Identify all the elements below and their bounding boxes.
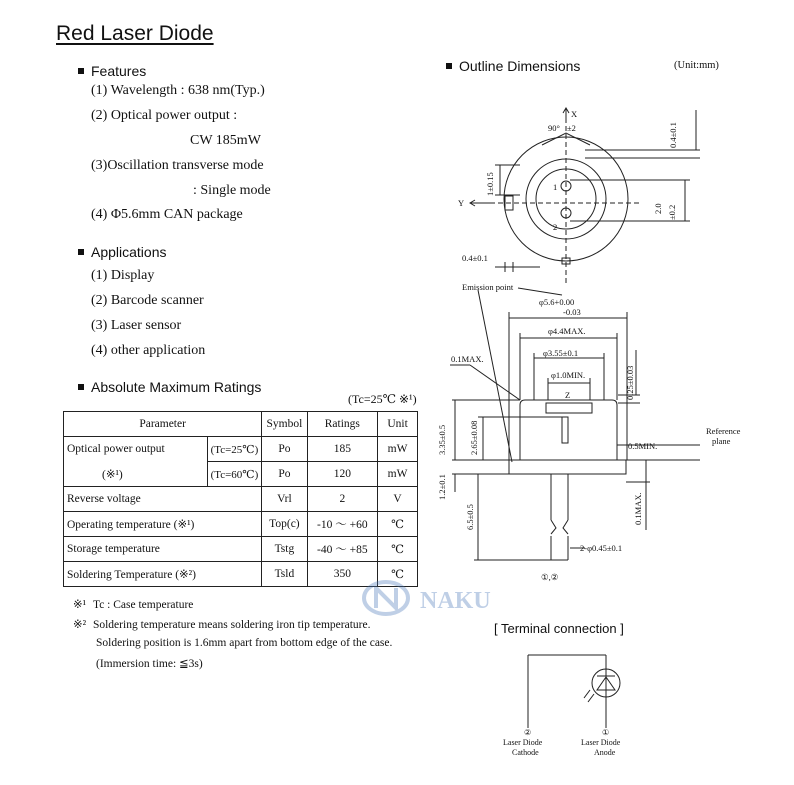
dim-label: 0.1MAX. [451, 354, 484, 364]
feature-item: (1) Wavelength : 638 nm(Typ.) [91, 83, 265, 98]
header-cell: Ratings [307, 412, 378, 437]
page-title: Red Laser Diode [56, 22, 214, 45]
watermark-text: NAKU [420, 588, 491, 614]
dim-label: φ3.55±0.1 [543, 348, 579, 358]
application-item: (3) Laser sensor [91, 318, 182, 333]
rating-cell: 350 [307, 562, 378, 587]
footnote-text: (Immersion time: ≦3s) [96, 658, 203, 670]
symbol-cell: Po [262, 437, 307, 462]
unit-label: (Unit:mm) [674, 60, 719, 71]
bullet-icon [78, 384, 84, 390]
cathode-label: Cathode [512, 748, 539, 757]
header-cell: Symbol [262, 412, 307, 437]
cond-cell: (Tc=60℃) [207, 462, 262, 487]
applications-heading-label: Applications [91, 244, 167, 260]
applications-heading [78, 244, 167, 260]
dim-label: 1.2±0.1 [437, 474, 447, 500]
feature-item: CW 185mW [190, 133, 261, 148]
axis-x-label: X [571, 109, 578, 119]
symbol-cell: Tsld [262, 562, 307, 587]
naku-watermark-logo [358, 572, 548, 624]
rating-cell: 185 [307, 437, 378, 462]
outline-drawing [437, 78, 791, 588]
bullet-icon [78, 68, 84, 74]
footnote-text: Soldering temperature means soldering iron tip temperature. [92, 619, 371, 631]
table-row [64, 462, 418, 487]
dim-label: 0.4±0.1 [462, 253, 488, 263]
unit-cell: ℃ [378, 537, 418, 562]
features-heading [78, 63, 146, 79]
rating-cell: 2 [307, 487, 378, 512]
angle-label: 90° [548, 123, 560, 133]
reference-label: plane [712, 436, 731, 446]
application-item: (1) Display [91, 268, 155, 283]
footnote-text: Tc : Case temperature [92, 599, 194, 611]
symbol-cell: Vrl [262, 487, 307, 512]
ratings-heading-label: Absolute Maximum Ratings [91, 379, 262, 395]
pin1-label: 1 [553, 182, 558, 192]
cathode-label: Laser Diode [503, 738, 543, 747]
unit-cell: ℃ [378, 562, 418, 587]
anode-label: Laser Diode [581, 738, 621, 747]
terminal-diagram [480, 640, 680, 775]
feature-item: (2) Optical power output : [91, 108, 238, 123]
feature-item: (4) Φ5.6mm CAN package [91, 207, 243, 222]
feature-item: : Single mode [193, 183, 271, 198]
param-cell: Operating temperature (※¹) [64, 512, 262, 537]
dim-label: 3.35±0.5 [437, 424, 447, 455]
emission-label: Emission point [462, 282, 514, 292]
unit-cell: mW [378, 437, 418, 462]
features-heading-label: Features [91, 63, 147, 79]
param-cell: Soldering Temperature (※²) [64, 562, 262, 587]
ratings-table [63, 411, 418, 587]
dim-label: 6.5±0.5 [465, 504, 475, 530]
symbol-cell: Tstg [262, 537, 307, 562]
ratings-heading [78, 379, 261, 395]
header-cell: Unit [378, 412, 418, 437]
footnote-mark: ※¹ [73, 599, 87, 611]
dim-label: 2.65±0.08 [469, 420, 479, 455]
footnote-2 [73, 617, 370, 631]
axis-z-label: Z [565, 390, 571, 400]
dim-label: 0.1MAX. [633, 492, 643, 525]
cond-cell: (Tc=25℃) [207, 437, 262, 462]
dim-label: 2-φ0.45±0.1 [580, 543, 623, 553]
dim-label: 0.4±0.1 [668, 122, 678, 148]
application-item: (2) Barcode scanner [91, 293, 204, 308]
symbol-cell: Top(c) [262, 512, 307, 537]
dim-label: φ5.6+0.00 [539, 297, 575, 307]
outline-heading [446, 58, 580, 74]
dim-label: 0.25±0.03 [625, 365, 635, 400]
table-row [64, 512, 418, 537]
dim-label: 1±0.15 [485, 172, 495, 196]
footnote-text: Soldering position is 1.6mm apart from bottom edge of the case. [96, 637, 393, 649]
rating-cell: 120 [307, 462, 378, 487]
axis-y-label: Y [458, 198, 465, 208]
angle-tol-label: ±2 [567, 123, 576, 133]
param-cell: (※¹) [64, 462, 208, 487]
param-cell: Reverse voltage [64, 487, 262, 512]
pin-numbers-label: ①,② [541, 572, 559, 582]
anode-number: ① [602, 728, 610, 737]
reference-label: Reference [706, 426, 741, 436]
ratings-condition-note: (Tc=25℃ ※¹) [348, 392, 417, 406]
bullet-icon [446, 63, 452, 69]
footnote-1 [73, 597, 193, 611]
param-cell: Storage temperature [64, 537, 262, 562]
unit-cell: V [378, 487, 418, 512]
terminal-heading: [ Terminal connection ] [494, 621, 624, 636]
dim-label: φ4.4MAX. [548, 326, 586, 336]
header-cell: Parameter [64, 412, 262, 437]
dim-label: -0.03 [563, 307, 581, 317]
pin2-label: 2 [553, 222, 558, 232]
param-cell: Optical power output [64, 437, 208, 462]
symbol-cell: Po [262, 462, 307, 487]
table-row [64, 537, 418, 562]
cathode-number: ② [524, 728, 532, 737]
unit-cell: mW [378, 462, 418, 487]
table-header-row [64, 412, 418, 437]
bullet-icon [78, 249, 84, 255]
dim-label: 0.5MIN. [628, 441, 658, 451]
rating-cell: -40 ～ +85 [307, 537, 378, 562]
feature-item: (3)Oscillation transverse mode [91, 158, 264, 173]
dim-label: φ1.0MIN. [551, 370, 586, 380]
footnote-mark: ※² [73, 619, 87, 631]
dim-label: ±0.2 [667, 204, 677, 220]
table-row [64, 487, 418, 512]
rating-cell: -10 ～ +60 [307, 512, 378, 537]
dim-label: 2.0 [653, 203, 663, 214]
application-item: (4) other application [91, 343, 206, 358]
outline-heading-label: Outline Dimensions [459, 58, 581, 74]
table-row [64, 437, 418, 462]
unit-cell: ℃ [378, 512, 418, 537]
can-flange [509, 460, 626, 474]
anode-label: Anode [594, 748, 616, 757]
